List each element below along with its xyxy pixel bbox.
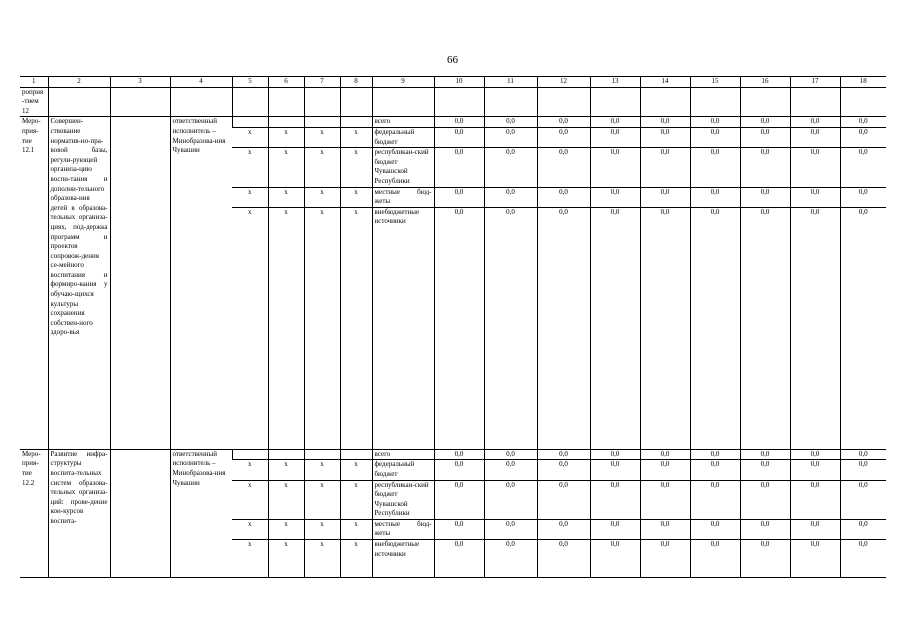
value-cell: 0,0 (840, 187, 886, 207)
value-cell: 0,0 (484, 148, 537, 187)
value-cell: 0,0 (690, 117, 740, 128)
code-cell: х (268, 480, 304, 519)
funding-source: федеральный бюджет (372, 460, 434, 480)
empty-cell (340, 87, 372, 117)
value-cell: 0,0 (537, 519, 590, 539)
column-number-15: 15 (690, 77, 740, 88)
value-cell: 0,0 (640, 540, 690, 578)
code-cell (304, 449, 340, 460)
value-cell: 0,0 (537, 480, 590, 519)
value-cell: 0,0 (537, 449, 590, 460)
value-cell: 0,0 (740, 449, 790, 460)
value-cell: 0,0 (537, 127, 590, 147)
value-cell: 0,0 (434, 480, 484, 519)
empty-cell (232, 87, 268, 117)
value-cell: 0,0 (640, 449, 690, 460)
value-cell: 0,0 (590, 207, 640, 449)
value-cell: 0,0 (537, 207, 590, 449)
value-cell: 0,0 (484, 480, 537, 519)
funding-source: республикан-ский бюджет Чувашской Республики (372, 480, 434, 519)
value-cell: 0,0 (640, 127, 690, 147)
value-cell: 0,0 (690, 480, 740, 519)
budget-table (20, 76, 886, 578)
code-cell: х (232, 519, 268, 539)
code-cell: х (268, 519, 304, 539)
empty-cell (372, 87, 434, 117)
code-cell: х (304, 480, 340, 519)
code-cell: х (268, 460, 304, 480)
value-cell: 0,0 (484, 127, 537, 147)
value-cell: 0,0 (434, 519, 484, 539)
code-cell: х (232, 127, 268, 147)
value-cell: 0,0 (434, 187, 484, 207)
value-cell: 0,0 (790, 540, 840, 578)
value-cell: 0,0 (434, 540, 484, 578)
value-cell: 0,0 (590, 540, 640, 578)
funding-source: всего (372, 117, 434, 128)
responsible-executor: ответственный исполнитель – Минобразова-ния Чувашии (170, 117, 232, 449)
code-cell: х (340, 519, 372, 539)
col3-cell (110, 117, 170, 449)
value-cell: 0,0 (690, 460, 740, 480)
value-cell: 0,0 (537, 460, 590, 480)
col3-cell (110, 449, 170, 577)
value-cell: 0,0 (740, 480, 790, 519)
value-cell: 0,0 (740, 540, 790, 578)
funding-source: внебюджетные источники (372, 540, 434, 578)
code-cell: х (340, 460, 372, 480)
value-cell: 0,0 (537, 148, 590, 187)
code-cell: х (304, 127, 340, 147)
empty-cell (690, 87, 740, 117)
value-cell: 0,0 (590, 480, 640, 519)
code-cell (232, 117, 268, 128)
code-cell: х (304, 148, 340, 187)
code-cell (340, 449, 372, 460)
code-cell: х (340, 480, 372, 519)
column-number-8: 8 (340, 77, 372, 88)
continued-label: роприя-тием 12 (20, 87, 48, 117)
column-number-18: 18 (840, 77, 886, 88)
value-cell: 0,0 (434, 207, 484, 449)
code-cell: х (340, 540, 372, 578)
value-cell: 0,0 (840, 207, 886, 449)
value-cell: 0,0 (590, 187, 640, 207)
value-cell: 0,0 (840, 480, 886, 519)
code-cell: х (232, 480, 268, 519)
column-number-14: 14 (640, 77, 690, 88)
value-cell: 0,0 (740, 117, 790, 128)
code-cell: х (268, 127, 304, 147)
column-number-13: 13 (590, 77, 640, 88)
value-cell: 0,0 (740, 460, 790, 480)
value-cell: 0,0 (840, 127, 886, 147)
funding-source: местные бюд-жеты (372, 519, 434, 539)
code-cell: х (304, 187, 340, 207)
value-cell: 0,0 (434, 117, 484, 128)
code-cell: х (340, 127, 372, 147)
responsible-executor: ответственный исполнитель – Минобразова-ния Чувашии (170, 449, 232, 577)
code-cell: х (232, 460, 268, 480)
column-number-4: 4 (170, 77, 232, 88)
value-cell: 0,0 (640, 148, 690, 187)
value-cell: 0,0 (590, 519, 640, 539)
value-cell: 0,0 (740, 127, 790, 147)
empty-cell (590, 87, 640, 117)
code-cell: х (304, 207, 340, 449)
value-cell: 0,0 (790, 449, 840, 460)
value-cell: 0,0 (690, 540, 740, 578)
code-cell: х (304, 540, 340, 578)
value-cell: 0,0 (590, 148, 640, 187)
value-cell: 0,0 (690, 519, 740, 539)
value-cell: 0,0 (537, 187, 590, 207)
value-cell: 0,0 (484, 540, 537, 578)
column-number-7: 7 (304, 77, 340, 88)
value-cell: 0,0 (790, 187, 840, 207)
table-row (20, 449, 886, 460)
code-cell: х (340, 187, 372, 207)
column-number-10: 10 (434, 77, 484, 88)
code-cell: х (304, 519, 340, 539)
funding-source: всего (372, 449, 434, 460)
funding-source: внебюджетные источники (372, 207, 434, 449)
value-cell: 0,0 (484, 460, 537, 480)
empty-cell (640, 87, 690, 117)
empty-cell (304, 87, 340, 117)
funding-source: республикан-ский бюджет Чувашской Республики (372, 148, 434, 187)
code-cell (304, 117, 340, 128)
code-cell: х (268, 148, 304, 187)
code-cell: х (268, 207, 304, 449)
column-number-5: 5 (232, 77, 268, 88)
funding-source: местные бюд-жеты (372, 187, 434, 207)
code-cell: х (268, 540, 304, 578)
value-cell: 0,0 (640, 117, 690, 128)
value-cell: 0,0 (740, 148, 790, 187)
value-cell: 0,0 (640, 207, 690, 449)
value-cell: 0,0 (690, 449, 740, 460)
code-cell (268, 449, 304, 460)
value-cell: 0,0 (484, 187, 537, 207)
value-cell: 0,0 (840, 540, 886, 578)
column-number-1: 1 (20, 77, 48, 88)
value-cell: 0,0 (790, 207, 840, 449)
value-cell: 0,0 (740, 187, 790, 207)
code-cell: х (232, 207, 268, 449)
value-cell: 0,0 (434, 460, 484, 480)
value-cell: 0,0 (537, 117, 590, 128)
value-cell: 0,0 (690, 148, 740, 187)
value-cell: 0,0 (484, 117, 537, 128)
empty-cell (434, 87, 484, 117)
value-cell: 0,0 (790, 460, 840, 480)
code-cell: х (340, 148, 372, 187)
value-cell: 0,0 (840, 460, 886, 480)
code-cell (340, 117, 372, 128)
table-row (20, 117, 886, 128)
value-cell: 0,0 (640, 460, 690, 480)
value-cell: 0,0 (790, 148, 840, 187)
code-cell (232, 449, 268, 460)
value-cell: 0,0 (690, 207, 740, 449)
value-cell: 0,0 (840, 519, 886, 539)
value-cell: 0,0 (434, 148, 484, 187)
code-cell: х (232, 148, 268, 187)
value-cell: 0,0 (840, 117, 886, 128)
empty-cell (840, 87, 886, 117)
column-number-16: 16 (740, 77, 790, 88)
column-number-6: 6 (268, 77, 304, 88)
value-cell: 0,0 (690, 187, 740, 207)
page-number: 66 (447, 54, 458, 66)
code-cell: х (304, 460, 340, 480)
value-cell: 0,0 (434, 449, 484, 460)
value-cell: 0,0 (690, 127, 740, 147)
empty-cell (48, 87, 110, 117)
value-cell: 0,0 (484, 207, 537, 449)
measure-id: Меро-прия-тие 12.1 (20, 117, 48, 449)
empty-cell (740, 87, 790, 117)
value-cell: 0,0 (484, 519, 537, 539)
value-cell: 0,0 (790, 127, 840, 147)
value-cell: 0,0 (640, 480, 690, 519)
measure-description: Развитие инфра-структуры воспита-тельных систем образова-тельных организа-ций: прове-дение кон-курсов воспита- (48, 449, 110, 577)
measure-id: Меро-прия-тие 12.2 (20, 449, 48, 577)
code-cell (268, 117, 304, 128)
value-cell: 0,0 (790, 117, 840, 128)
column-number-11: 11 (484, 77, 537, 88)
empty-cell (537, 87, 590, 117)
column-number-2: 2 (48, 77, 110, 88)
column-number-17: 17 (790, 77, 840, 88)
measure-description: Совершен-ствование норматив-но-пра-вовой базы, регули-рующей организа-цию воспи-тания и дополни-тельного образова-ния детей в образова-тельных организа-циях, под-держка программ и проектов сопровож-дения се-мейного воспитания и формиро-вания у обучаю-щихся культуры сохранения собствен-ного здоро-вья (48, 117, 110, 449)
value-cell: 0,0 (740, 519, 790, 539)
column-number-12: 12 (537, 77, 590, 88)
code-cell: х (340, 207, 372, 449)
value-cell: 0,0 (840, 449, 886, 460)
value-cell: 0,0 (840, 148, 886, 187)
value-cell: 0,0 (640, 187, 690, 207)
empty-cell (484, 87, 537, 117)
column-number-3: 3 (110, 77, 170, 88)
value-cell: 0,0 (790, 480, 840, 519)
empty-cell (790, 87, 840, 117)
value-cell: 0,0 (640, 519, 690, 539)
empty-cell (170, 87, 232, 117)
column-number-9: 9 (372, 77, 434, 88)
value-cell: 0,0 (484, 449, 537, 460)
value-cell: 0,0 (590, 460, 640, 480)
code-cell: х (232, 540, 268, 578)
value-cell: 0,0 (590, 127, 640, 147)
code-cell: х (268, 187, 304, 207)
funding-source: федеральный бюджет (372, 127, 434, 147)
value-cell: 0,0 (590, 449, 640, 460)
value-cell: 0,0 (537, 540, 590, 578)
column-number-row (20, 77, 886, 88)
value-cell: 0,0 (790, 519, 840, 539)
value-cell: 0,0 (740, 207, 790, 449)
value-cell: 0,0 (434, 127, 484, 147)
continued-row (20, 87, 886, 117)
code-cell: х (232, 187, 268, 207)
empty-cell (268, 87, 304, 117)
value-cell: 0,0 (590, 117, 640, 128)
empty-cell (110, 87, 170, 117)
